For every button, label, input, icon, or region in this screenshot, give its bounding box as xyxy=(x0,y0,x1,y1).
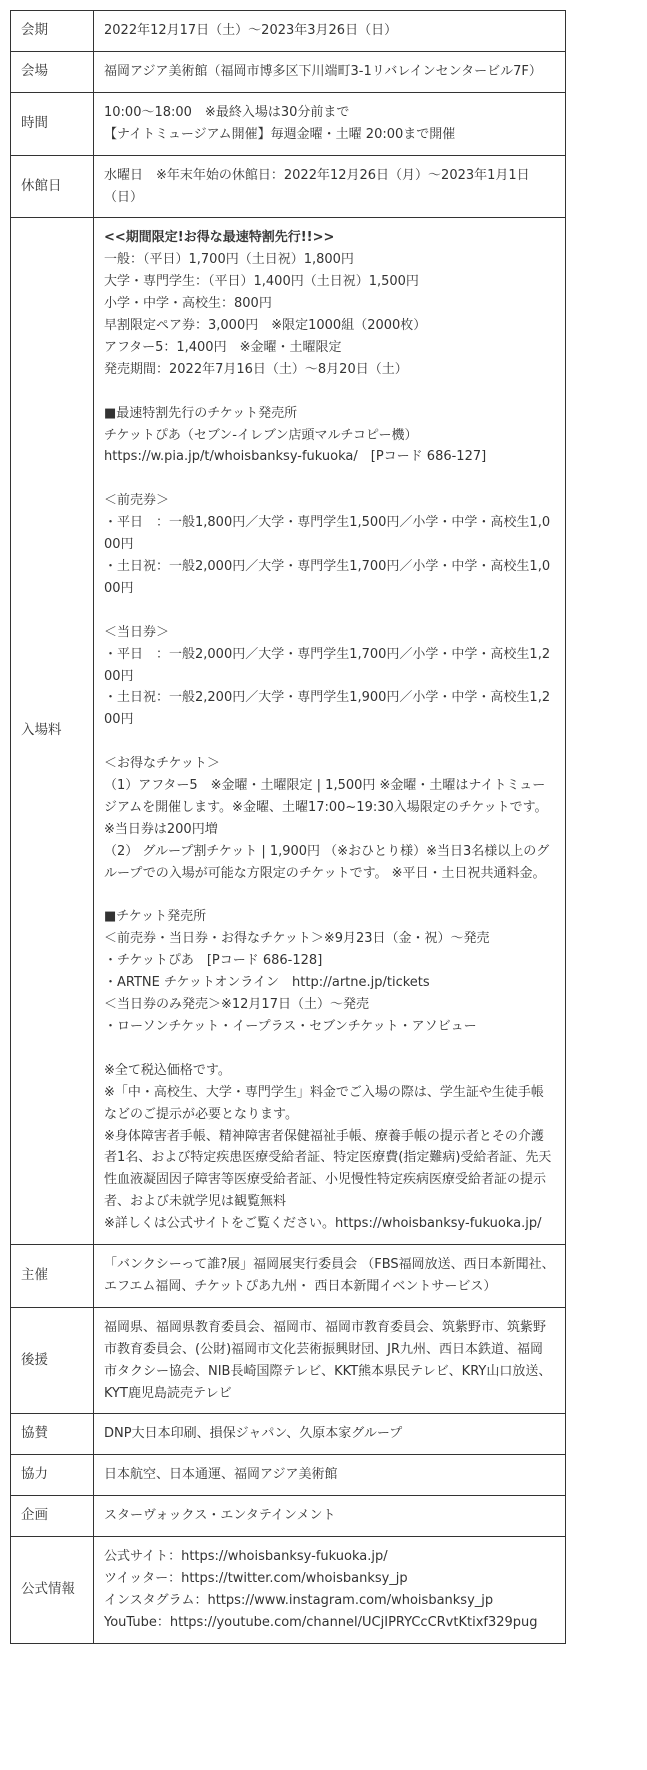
info-row xyxy=(11,218,566,1245)
row-value xyxy=(94,92,566,155)
row-label: 入場料 xyxy=(11,218,94,1245)
info-row xyxy=(11,155,566,218)
value-line: インスタグラム：https://www.instagram.com/whoisbanksy_jp xyxy=(104,1593,494,1608)
row-value xyxy=(94,1537,566,1644)
row-label: 協力 xyxy=(11,1455,94,1496)
value-line: 小学・中学・高校生：800円 xyxy=(104,296,272,312)
value-line: ＜前売券＞ xyxy=(104,493,170,509)
value-line: ■チケット発売所 xyxy=(104,909,207,925)
row-label: 会場 xyxy=(11,51,94,92)
value-line: 福岡アジア美術館（福岡市博多区下川端町3-1リバレインセンタービル7F） xyxy=(104,63,542,79)
value-line: ・土日祝：一般2,000円／大学・専門学生1,700円／小学・中学・高校生1,000円 xyxy=(104,559,551,596)
row-value xyxy=(94,1245,566,1308)
value-line: ※「中・高校生、大学・専門学生」料金でご入場の際は、学生証や生徒手帳などのご提示が必要となります。 xyxy=(104,1084,544,1122)
event-info-table xyxy=(10,10,566,1644)
info-row xyxy=(11,92,566,155)
info-row xyxy=(11,1455,566,1496)
row-value xyxy=(94,1414,566,1455)
info-row xyxy=(11,51,566,92)
row-label: 企画 xyxy=(11,1496,94,1537)
value-line xyxy=(104,885,555,907)
value-line: 日本航空、日本通運、福岡アジア美術館 xyxy=(104,1467,338,1483)
info-row xyxy=(11,1537,566,1644)
value-line: ＜お得なチケット＞ xyxy=(104,756,220,772)
value-line: ・チケットぴあ [Pコード 686-128] xyxy=(104,953,323,969)
value-line xyxy=(104,1038,555,1060)
value-line: ※身体障害者手帳、精神障害者保健福祉手帳、療養手帳の提示者とその介護者1名、および特定疾患医療受給者証、特定医療費(指定難病)受給者証、先天性血液凝固因子障害等医療受給者証、小児慢性特定疾病医療受給者証の提示者、および未就学児は観覧無料 xyxy=(104,1128,552,1210)
value-line: DNP大日本印刷、損保ジャパン、久原本家グループ xyxy=(104,1426,403,1442)
value-line: ツイッター：https://twitter.com/whoisbanksy_jp xyxy=(104,1571,408,1587)
row-value xyxy=(94,218,566,1245)
value-line: チケットぴあ（セブン-イレブン店頭マルチコピー機） xyxy=(104,427,418,443)
value-line xyxy=(104,731,555,753)
value-line: YouTube：https://youtube.com/channel/UCjIPRYCcCRvtKtixf329pug xyxy=(104,1614,538,1630)
row-label: 協賛 xyxy=(11,1414,94,1455)
value-line: ・ローソンチケット・イープラス・セブンチケット・アソビュー xyxy=(104,1018,477,1034)
row-label: 後援 xyxy=(11,1307,94,1414)
row-label: 会期 xyxy=(11,11,94,52)
value-line: ＜当日券＞ xyxy=(104,624,170,640)
value-line: ・平日 ：一般2,000円／大学・専門学生1,700円／小学・中学・高校生1,200円 xyxy=(104,646,551,684)
row-value xyxy=(94,1455,566,1496)
row-value xyxy=(94,155,566,218)
value-line: 発売期間：2022年7月16日（土）～8月20日（土） xyxy=(104,361,408,377)
value-line: スターヴォックス・エンタテインメント xyxy=(104,1508,336,1524)
value-line: 2022年12月17日（土）～2023年3月26日（日） xyxy=(104,23,398,38)
value-line: ・土日祝：一般2,200円／大学・専門学生1,900円／小学・中学・高校生1,200円 xyxy=(104,690,551,728)
row-label: 公式情報 xyxy=(11,1537,94,1644)
value-line: 公式サイト：https://whoisbanksy-fukuoka.jp/ xyxy=(104,1549,388,1565)
value-line: 10:00～18:00 ※最終入場は30分前まで xyxy=(104,104,350,120)
value-line: アフター5：1,400円 ※金曜・土曜限定 xyxy=(104,339,342,355)
value-line: https://w.pia.jp/t/whoisbanksy-fukuoka/ [Pコード 686-127] xyxy=(104,449,487,465)
value-line xyxy=(104,600,555,622)
value-line: ※詳しくは公式サイトをご覧ください。https://whoisbanksy-fukuoka.jp/ xyxy=(104,1216,542,1232)
info-row xyxy=(11,1496,566,1537)
value-line: 一般：（平日）1,700円（土日祝）1,800円 xyxy=(104,252,354,268)
info-row xyxy=(11,11,566,52)
value-line xyxy=(104,381,555,403)
value-line: ※全て税込価格です。 xyxy=(104,1062,231,1078)
info-row xyxy=(11,1245,566,1308)
row-value xyxy=(94,11,566,52)
value-line: 大学・専門学生：（平日）1,400円（土日祝）1,500円 xyxy=(104,274,419,290)
info-row xyxy=(11,1307,566,1414)
price-heading: <<期間限定!お得な最速特割先行!!>> xyxy=(104,230,335,246)
info-row xyxy=(11,1414,566,1455)
row-label: 休館日 xyxy=(11,155,94,218)
row-value xyxy=(94,51,566,92)
value-line: 「バンクシーって誰?展」福岡展実行委員会 （FBS福岡放送、西日本新聞社、エフエム福岡、チケットぴあ九州・ 西日本新聞イベントサービス） xyxy=(104,1257,555,1294)
value-line: ・ARTNE チケットオンライン http://artne.jp/tickets xyxy=(104,975,430,991)
event-info-body xyxy=(11,11,566,1644)
value-line: ■最速特割先行のチケット発売所 xyxy=(104,405,298,421)
value-line: ＜当日券のみ発売＞※12月17日（土）～発売 xyxy=(104,997,369,1013)
row-value xyxy=(94,1496,566,1537)
value-line: （2） グループ割チケット | 1,900円 （※おひとり様）※当日3名様以上のグループでの入場が可能な方限定のチケットです。 ※平日・土日祝共通料金。 xyxy=(104,843,550,881)
value-line: 水曜日 ※年末年始の休館日：2022年12月26日（月）～2023年1月1日（日） xyxy=(104,167,530,205)
value-line xyxy=(104,468,555,490)
row-label: 時間 xyxy=(11,92,94,155)
value-line: 福岡県、福岡県教育委員会、福岡市、福岡市教育委員会、筑紫野市、筑紫野市教育委員会、(公財)福岡市文化芸術振興財団、JR九州、西日本鉄道、福岡市タクシー協会、NIB長崎国際テレビ、KKT熊本県民テレビ、KRY山口放送、KYT鹿児島読売テレビ xyxy=(104,1319,552,1401)
value-line: 【ナイトミュージアム開催】毎週金曜・土曜 20:00まで開催 xyxy=(104,126,456,142)
value-line: （1）アフター5 ※金曜・土曜限定 | 1,500円 ※金曜・土曜はナイトミュージアムを開催します。※金曜、土曜17:00~19:30入場限定のチケットです。※当日券は200円増 xyxy=(104,778,548,837)
value-line: 早割限定ペア券：3,000円 ※限定1000組（2000枚） xyxy=(104,318,427,334)
value-line: ＜前売券・当日券・お得なチケット＞※9月23日（金・祝）～発売 xyxy=(104,931,490,947)
row-value xyxy=(94,1307,566,1414)
row-label: 主催 xyxy=(11,1245,94,1308)
value-line: ・平日 ：一般1,800円／大学・専門学生1,500円／小学・中学・高校生1,000円 xyxy=(104,515,551,553)
